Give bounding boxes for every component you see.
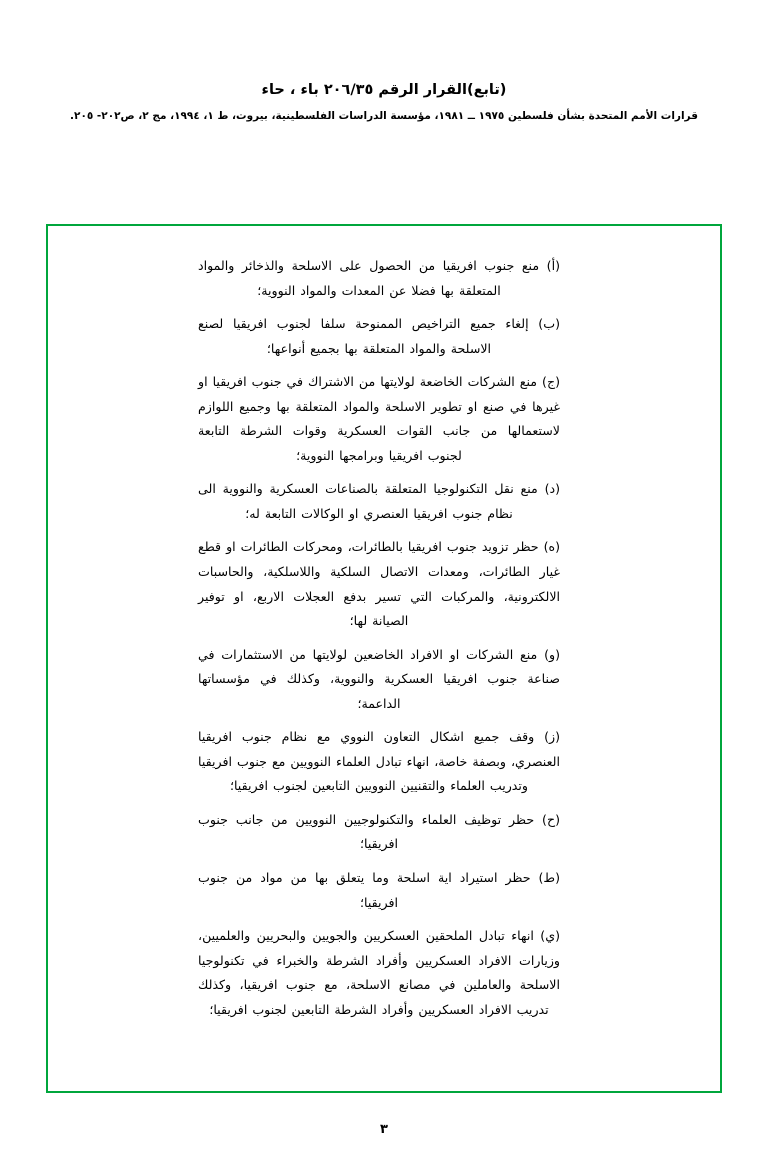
paragraph: (أ) منع جنوب افريقيا من الحصول على الاسلحة والذخائر والمواد المتعلقة بها فضلا عن المعدات والمواد النووية؛: [198, 258, 560, 298]
paragraph: (ز) وقف جميع اشكال التعاون النووي مع نظام جنوب افريقيا العنصري، وبصفة خاصة، انهاء تبادل العلماء النوويين مع جنوب افريقيا وتدريب العلماء والتقنيين النوويين التابعين لجنوب افريقيا؛: [198, 729, 560, 794]
paragraph: (د) منع نقل التكنولوجيا المتعلقة بالصناعات العسكرية والنووية الى نظام جنوب افريقيا العنصري او الوكالات التابعة له؛: [198, 481, 560, 521]
paragraph: (و) منع الشركات او الافراد الخاضعين لولايتها من الاستثمارات في صناعة جنوب افريقيا العسكرية والنووية، وكذلك في مؤسساتها الداعمة؛: [198, 646, 560, 711]
paragraph: (ب) إلغاء جميع التراخيص الممنوحة سلفا لجنوب افريقيا لصنع الاسلحة والمواد المتعلقة بها بجميع أنواعها؛: [198, 316, 560, 356]
paragraph: (ج) منع الشركات الخاضعة لولايتها من الاشتراك في جنوب افريقيا او غيرها في صنع او تطوير الاسلحة والمواد المتعلقة بها وجميع اللوازم لاستعمالها من جانب القوات العسكرية وقوات الشرطة التابعة لجنوب افريقيا وبرامجها النووية؛: [198, 374, 560, 463]
page-number: ٣: [380, 1122, 388, 1137]
document-body: [198, 254, 560, 1022]
paragraph: (ط) حظر استيراد اية اسلحة وما يتعلق بها من مواد من جنوب افريقيا؛: [198, 870, 560, 910]
document-page: [0, 80, 768, 1165]
paragraph: (ي) انهاء تبادل الملحقين العسكريين والجويين والبحريين والعلميين، وزيارات الافراد العسكريين وأفراد الشرطة والخبراء في تكنولوجيا الاسلحة والعاملين في مصانع الاسلحة، مع جنوب افريقيا، وكذلك تدريب الافراد العسكريين وأفراد الشرطة التابعين لجنوب افريقيا؛: [198, 928, 560, 1017]
paragraph: (ح) حظر توظيف العلماء والتكنولوجيين النوويين من جانب جنوب افريقيا؛: [198, 811, 560, 852]
header-title: (تابع)القرار الرقم ٢٠٦/٣٥ باء ، حاء: [261, 82, 507, 98]
paragraph: (ه) حظر تزويد جنوب افريقيا بالطائرات، ومحركات الطائرات او قطع غيار الطائرات، ومعدات الاتصال السلكية واللاسلكية، والحاسبات الالكترونية، والمركبات التي تسير بدفع العجلات الاربع، او توفير الصيانة لها؛: [198, 539, 560, 629]
header-source-citation: قرارات الأمم المتحدة بشأن فلسطين ١٩٧٥ ــ ١٩٨١، مؤسسة الدراسات الفلسطينية، بيروت، ط ١، ١٩٩٤، مج ٢، ص٢٠٢- ٢٠٥.: [70, 110, 698, 123]
page-header: [0, 80, 768, 122]
content-frame: [46, 224, 722, 1093]
